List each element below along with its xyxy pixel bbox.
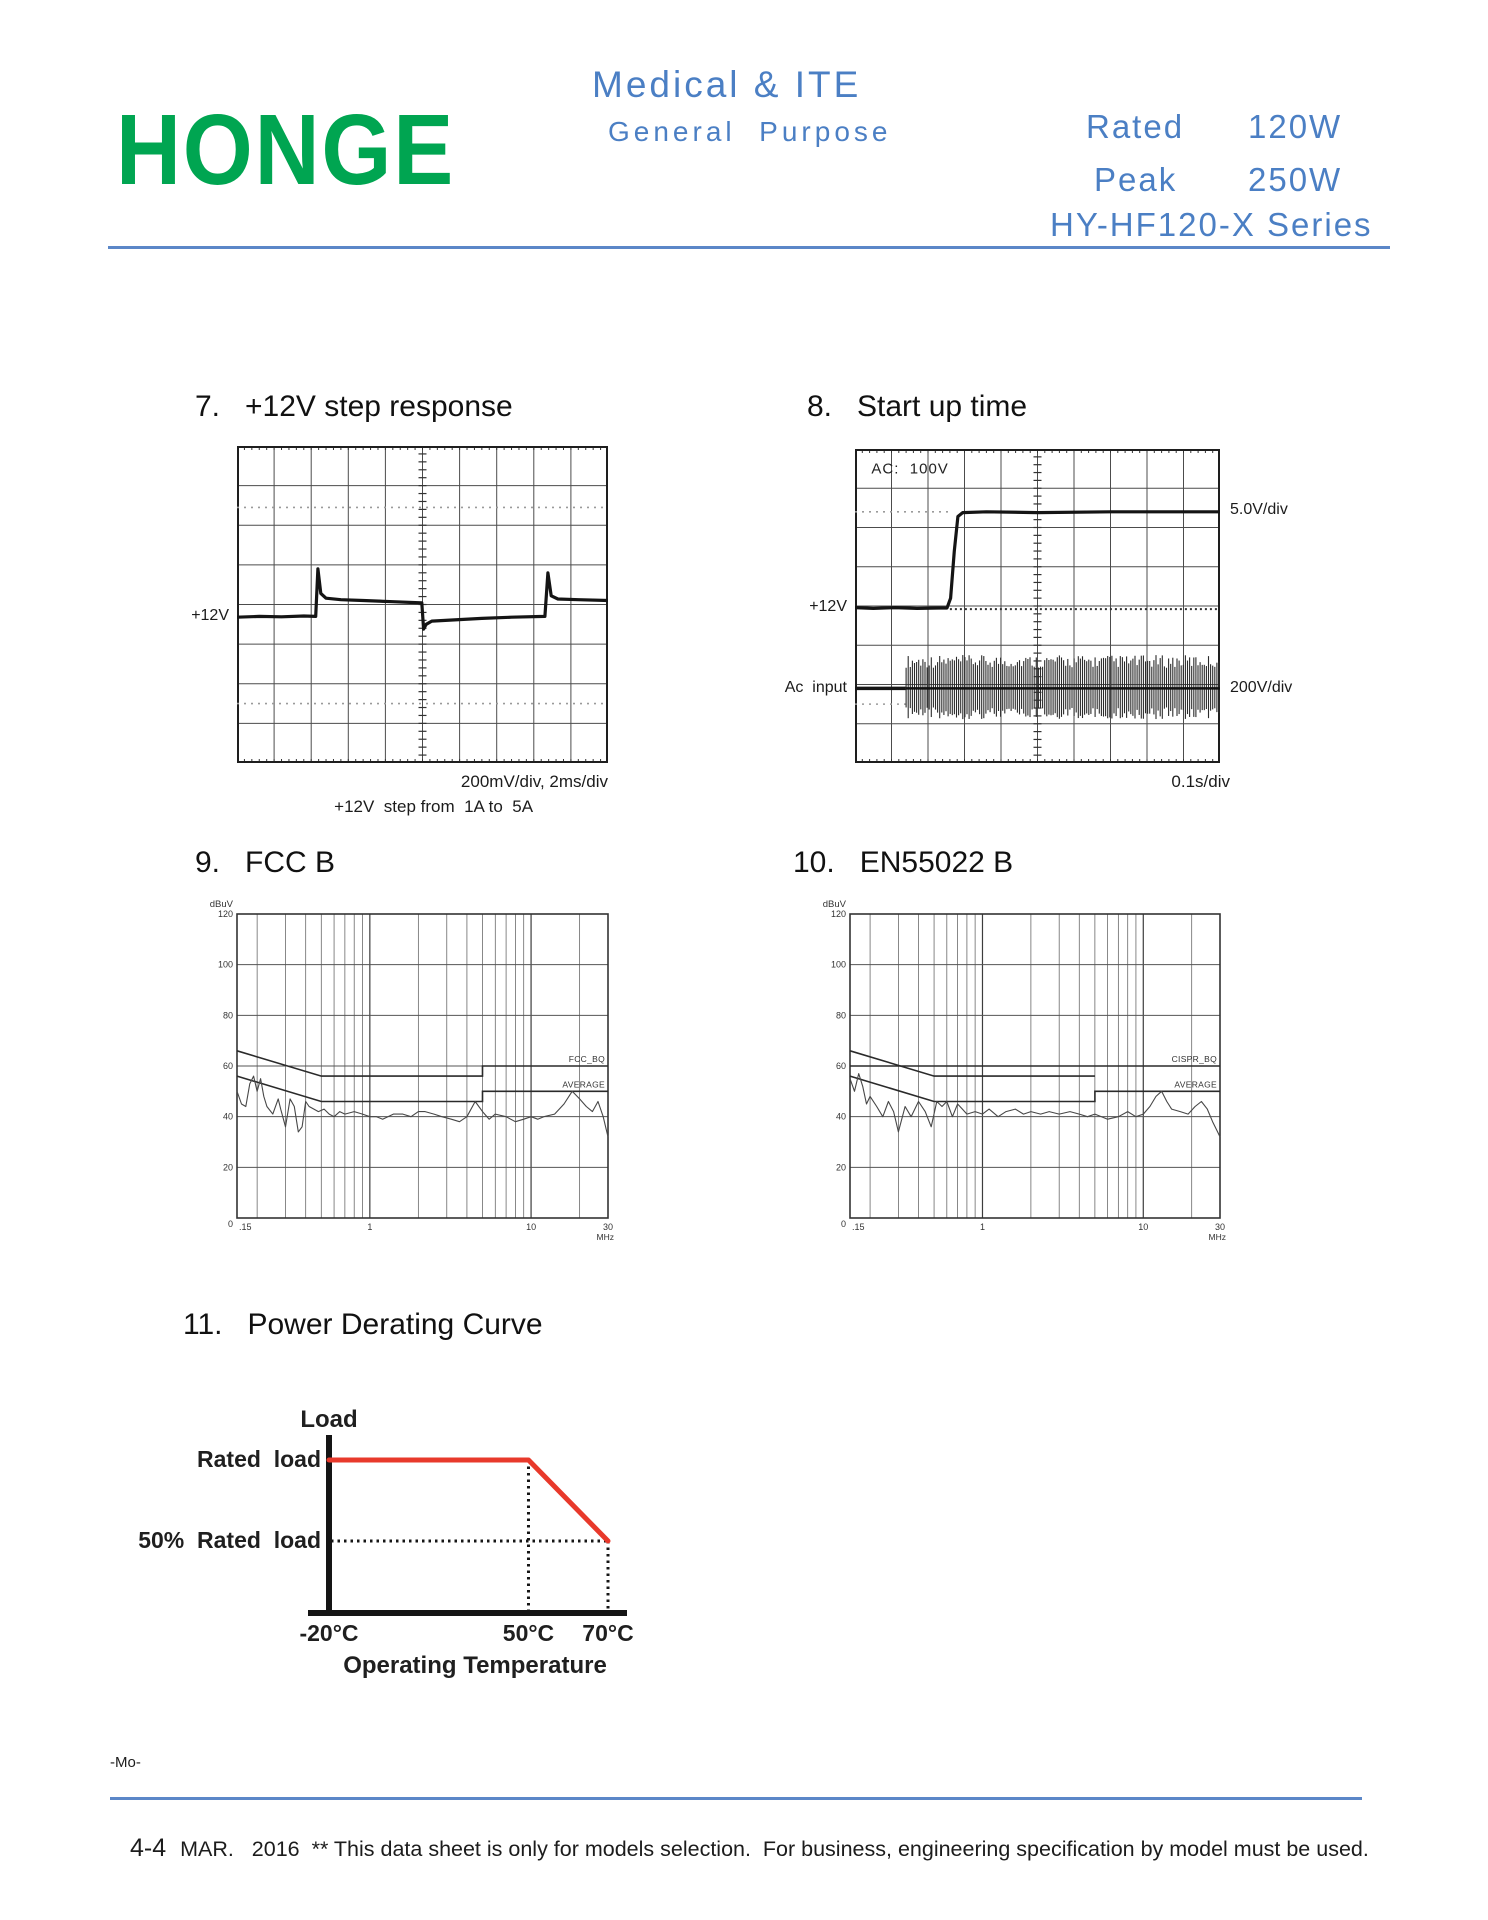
footer-line [130, 1834, 1369, 1863]
svg-text:1: 1 [367, 1222, 373, 1232]
page-number: 4-4 [130, 1834, 167, 1862]
peak-value: 250W [1248, 161, 1343, 198]
svg-text:20: 20 [835, 1162, 846, 1173]
section-8-title: 8. Start up time [807, 390, 1028, 423]
section-7-title: 7. +12V step response [195, 390, 513, 423]
svg-text:MHz: MHz [1208, 1232, 1226, 1242]
doc-title: Medical & ITE [592, 64, 862, 105]
peak-label: Peak [1094, 161, 1178, 198]
footer-divider [110, 1797, 1362, 1800]
rated-value: 120W [1248, 108, 1343, 145]
footer-mark: -Mo- [110, 1754, 141, 1771]
scope-right-label: 200V/div [1230, 679, 1293, 697]
svg-text:60: 60 [835, 1061, 846, 1071]
svg-text:dBuV: dBuV [822, 899, 846, 910]
scope-left-label: Ac input [784, 679, 847, 697]
svg-text:120: 120 [217, 909, 233, 919]
rated-label: Rated [1086, 108, 1185, 145]
derating-x-tick: -20°C [299, 1620, 359, 1646]
series-name: HY-HF120-X Series [1050, 206, 1373, 243]
svg-text:10: 10 [1138, 1222, 1149, 1232]
section-11-title: 11. Power Derating Curve [183, 1308, 543, 1341]
svg-text:.15: .15 [852, 1222, 865, 1232]
svg-text:80: 80 [835, 1010, 846, 1021]
derating-x-tick: 70°C [582, 1620, 634, 1646]
fcc-b-emi-chart [209, 899, 614, 1242]
svg-text:10: 10 [526, 1222, 537, 1232]
svg-text:0: 0 [840, 1219, 846, 1229]
svg-text:FCC_BQ: FCC_BQ [568, 1054, 605, 1064]
company-logo: HONGE [116, 94, 456, 206]
svg-text:40: 40 [222, 1111, 233, 1122]
svg-text:120: 120 [830, 909, 846, 919]
svg-text:30: 30 [1214, 1222, 1226, 1232]
svg-text:.15: .15 [239, 1222, 252, 1232]
svg-text:30: 30 [602, 1222, 614, 1232]
scope-right-label: 5.0V/div [1230, 500, 1288, 518]
svg-text:AVERAGE: AVERAGE [562, 1079, 605, 1090]
svg-text:CISPR_BQ: CISPR_BQ [1171, 1054, 1217, 1064]
derating-x-tick: 50°C [502, 1620, 555, 1646]
svg-text:1: 1 [979, 1222, 985, 1232]
svg-text:AC: 100V: AC: 100V [871, 460, 949, 478]
scope-scale-caption: 200mV/div, 2ms/div [460, 772, 608, 791]
section-10-title: 10. EN55022 B [793, 846, 1014, 879]
svg-text:0: 0 [227, 1219, 233, 1229]
derating-y-label: Rated load [197, 1446, 321, 1472]
svg-text:MHz: MHz [596, 1232, 614, 1242]
step-response-oscilloscope-chart [191, 446, 608, 816]
power-derating-curve-chart [140, 1405, 650, 1695]
svg-text:dBuV: dBuV [209, 899, 233, 910]
derating-y-axis-title: Load [300, 1406, 358, 1433]
svg-text:80: 80 [222, 1010, 233, 1021]
section-9-title: 9. FCC B [195, 846, 336, 879]
scope-left-label: +12V [191, 607, 229, 625]
start-up-time-oscilloscope-chart [784, 449, 1293, 791]
derating-x-axis-title: Operating Temperature [343, 1652, 607, 1679]
svg-text:100: 100 [830, 959, 846, 970]
svg-text:20: 20 [222, 1162, 233, 1173]
scope-condition-caption: +12V step from 1A to 5A [334, 797, 534, 816]
scope-left-label: +12V [809, 597, 847, 615]
svg-text:AVERAGE: AVERAGE [1174, 1079, 1217, 1090]
en55022-b-emi-chart [822, 899, 1226, 1242]
footer-note: MAR. 2016 ** This data sheet is only for models selection. For business, engineering specification by model must be used. [180, 1837, 1369, 1861]
scope-scale-caption: 0.1s/div [1171, 772, 1230, 791]
svg-text:40: 40 [835, 1111, 846, 1122]
svg-text:100: 100 [217, 959, 233, 970]
doc-subtitle: General Purpose [608, 116, 892, 147]
derating-y-label: 50% Rated load [138, 1527, 321, 1553]
svg-text:60: 60 [222, 1061, 233, 1071]
header-divider [108, 246, 1390, 249]
